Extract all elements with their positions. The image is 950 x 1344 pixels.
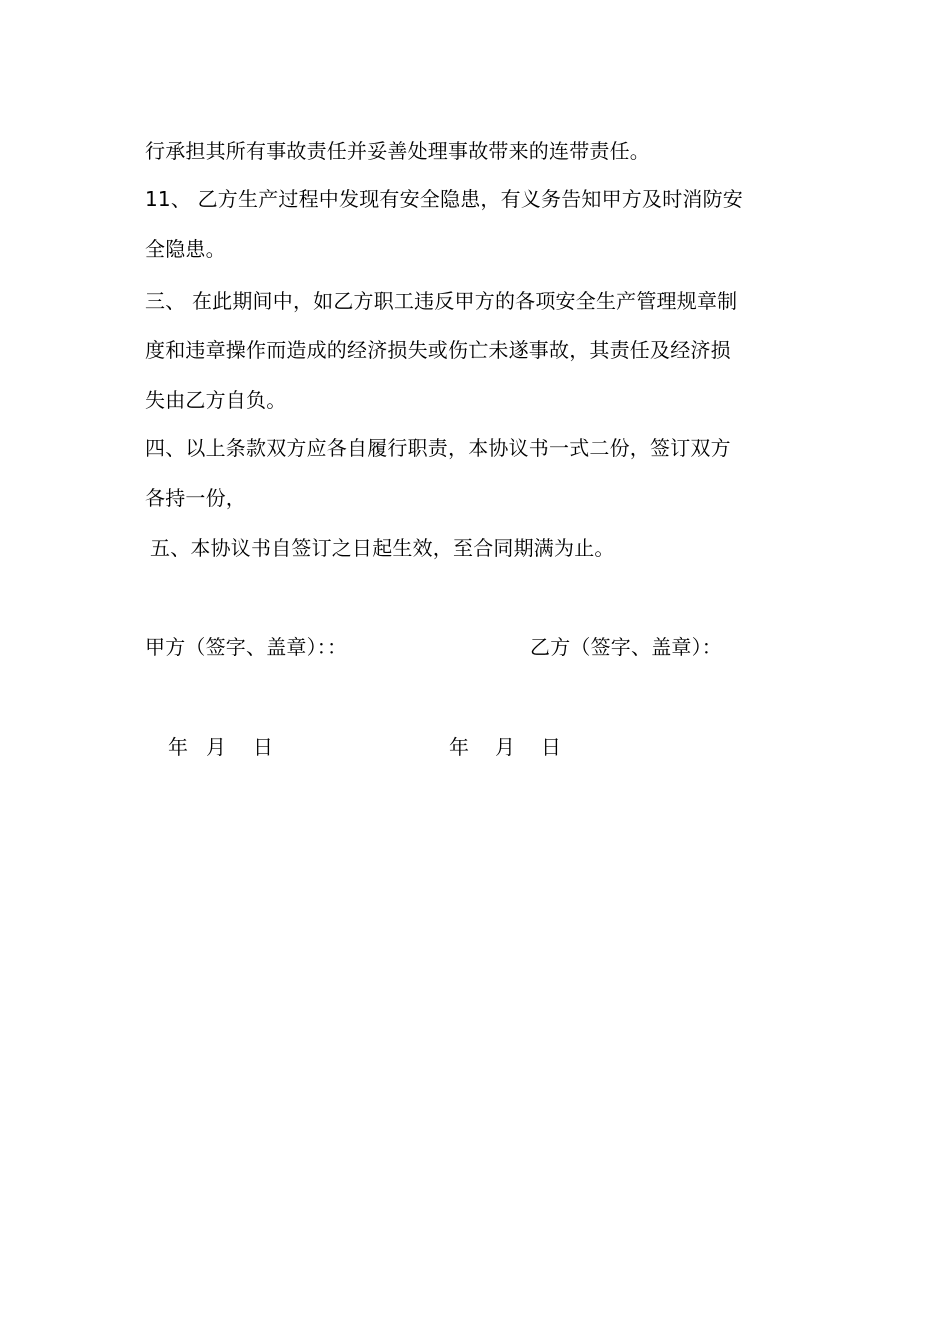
day-label: 日 [253,735,273,759]
clause-4-line: 四、以上条款双方应各自履行职责，本协议书一式二份，签订双方 [145,436,731,460]
clause-3-line: 三、 在此期间中，如乙方职工违反甲方的各项安全生产管理规章制 [145,289,738,313]
party-a-signature-label: 甲方（签字、盖章）：： [145,635,348,659]
clause-5-line: 五、本协议书自签订之日起生效，至合同期满为止。 [150,536,615,560]
year-label: 年 [449,735,469,759]
paragraph-line: 失由乙方自负。 [145,388,287,412]
paragraph-line: 度和违章操作而造成的经济损失或伤亡未遂事故，其责任及经济损 [145,338,731,362]
day-label: 日 [541,735,561,759]
party-b-signature-label: 乙方（签字、盖章）： [530,635,722,659]
paragraph-line: 全隐患。 [145,237,226,261]
paragraph-line: 各持一份， [145,486,246,510]
month-label: 月 [206,735,226,759]
year-label: 年 [168,735,188,759]
month-label: 月 [495,735,515,759]
paragraph-line: 行承担其所有事故责任并妥善处理事故带来的连带责任。 [145,139,650,163]
clause-11-line: 11、 乙方生产过程中发现有安全隐患，有义务告知甲方及时消防安 [145,187,744,211]
